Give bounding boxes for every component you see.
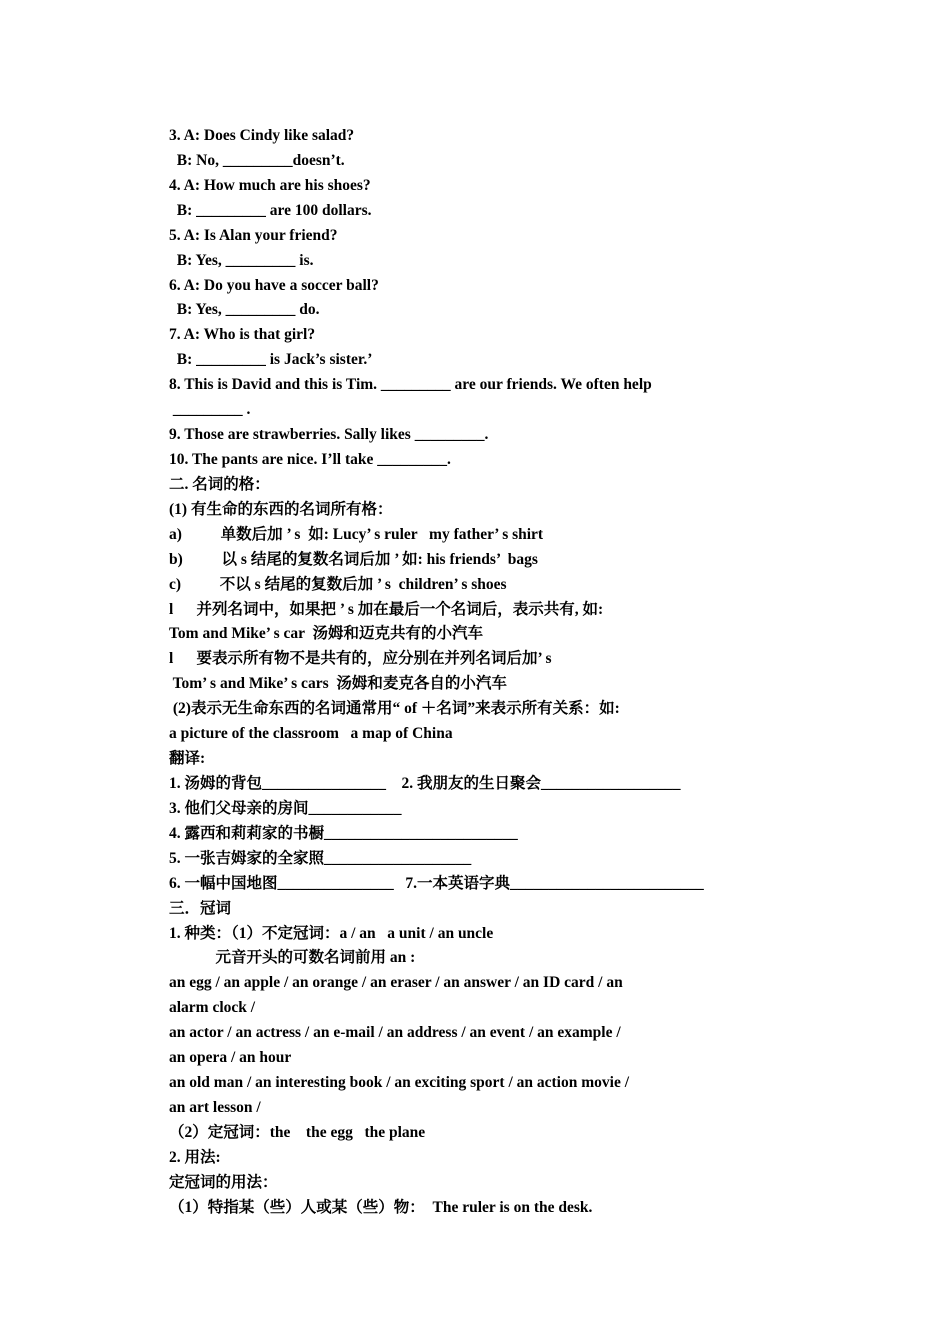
exercise-line-9: 9. Those are strawberries. Sally likes _________.	[169, 426, 489, 444]
article-an-examples-1: an egg / an apple / an orange / an eraser / an answer / an ID card / an	[169, 974, 623, 992]
document-page	[169, 124, 809, 1221]
exercise-line-7b: B: _________ is Jack’s sister.’	[169, 351, 373, 369]
rule-heading-inanimate: (2)表示无生命东西的名词通常用“ of ＋名词”来表示所有关系：如:	[169, 700, 620, 718]
exercise-line-3a: 3. A: Does Cindy like salad?	[169, 127, 355, 144]
exercise-line-5a: 5. A: Is Alan your friend?	[169, 226, 338, 244]
definite-usage-1: （1）特指某（些）人或某（些）物： The ruler is on the desk.	[169, 1198, 593, 1216]
rule-example-inanimate: a picture of the classroom a map of China	[169, 725, 453, 743]
article-definite: （2）定冠词：the the egg the plane	[169, 1123, 426, 1141]
translation-item-4: 4. 露西和莉莉家的书橱_________________________	[169, 824, 518, 842]
exercise-line-3b: B: No, _________doesn’t.	[169, 151, 345, 169]
translation-heading: 翻译:	[169, 750, 206, 768]
exercise-line-8-cont: _________ .	[169, 401, 251, 419]
exercise-line-6a: 6. A: Do you have a soccer ball?	[169, 276, 379, 294]
rule-item-b: b) 以 s 结尾的复数名词后加 ’ 如: his friends’ bags	[169, 550, 538, 568]
translation-item-5: 5. 一张吉姆家的全家照___________________	[169, 849, 472, 867]
rule-example-separate: Tom’ s and Mike’ s cars 汤姆和麦克各自的小汽车	[169, 675, 507, 693]
exercise-line-7a: 7. A: Who is that girl?	[169, 326, 316, 344]
article-an-examples-2-cont: an opera / an hour	[169, 1049, 292, 1067]
article-an-rule: 元音开头的可数名词前用 an :	[169, 949, 416, 967]
exercise-line-6b: B: Yes, _________ do.	[169, 301, 320, 319]
article-an-examples-1-cont: alarm clock /	[169, 999, 256, 1017]
exercise-line-5b: B: Yes, _________ is.	[169, 251, 314, 269]
article-an-examples-3: an old man / an interesting book / an exciting sport / an action movie /	[169, 1074, 630, 1092]
rule-item-c: c) 不以 s 结尾的复数后加 ’ s children’ s shoes	[169, 575, 507, 593]
exercise-line-10: 10. The pants are nice. I’ll take _________.	[169, 450, 451, 468]
exercise-line-4a: 4. A: How much are his shoes?	[169, 176, 371, 194]
article-an-examples-2: an actor / an actress / an e-mail / an address / an event / an example /	[169, 1024, 621, 1042]
usage-heading: 2. 用法:	[169, 1148, 221, 1166]
rule-heading-animate: (1) 有生命的东西的名词所有格：	[169, 500, 393, 518]
rule-bullet-shared: l 并列名词中，如果把 ’ s 加在最后一个名词后，表示共有, 如:	[169, 600, 604, 618]
section-heading-articles: 三．冠词	[169, 899, 232, 917]
translation-item-1-2: 1. 汤姆的背包________________ 2. 我朋友的生日聚会__________________	[169, 774, 681, 792]
rule-item-a: a) 单数后加 ’ s 如: Lucy’ s ruler my father’ s shirt	[169, 525, 544, 543]
article-types: 1. 种类：（1）不定冠词：a / an a unit / an uncle	[169, 924, 494, 942]
article-an-examples-3-cont: an art lesson /	[169, 1098, 261, 1116]
rule-example-shared: Tom and Mike’ s car 汤姆和迈克共有的小汽车	[169, 625, 484, 643]
rule-bullet-separate: l 要表示所有物不是共有的，应分别在并列名词后加’ s	[169, 650, 552, 668]
exercise-line-4b: B: _________ are 100 dollars.	[169, 201, 372, 219]
exercise-line-8: 8. This is David and this is Tim. _________ are our friends. We often help	[169, 376, 652, 394]
definite-usage-heading: 定冠词的用法：	[169, 1173, 278, 1191]
translation-item-3: 3. 他们父母亲的房间____________	[169, 799, 402, 817]
section-heading-possessive: 二. 名词的格：	[169, 475, 270, 493]
translation-item-6-7: 6. 一幅中国地图_______________ 7.一本英语字典_________________________	[169, 874, 704, 892]
